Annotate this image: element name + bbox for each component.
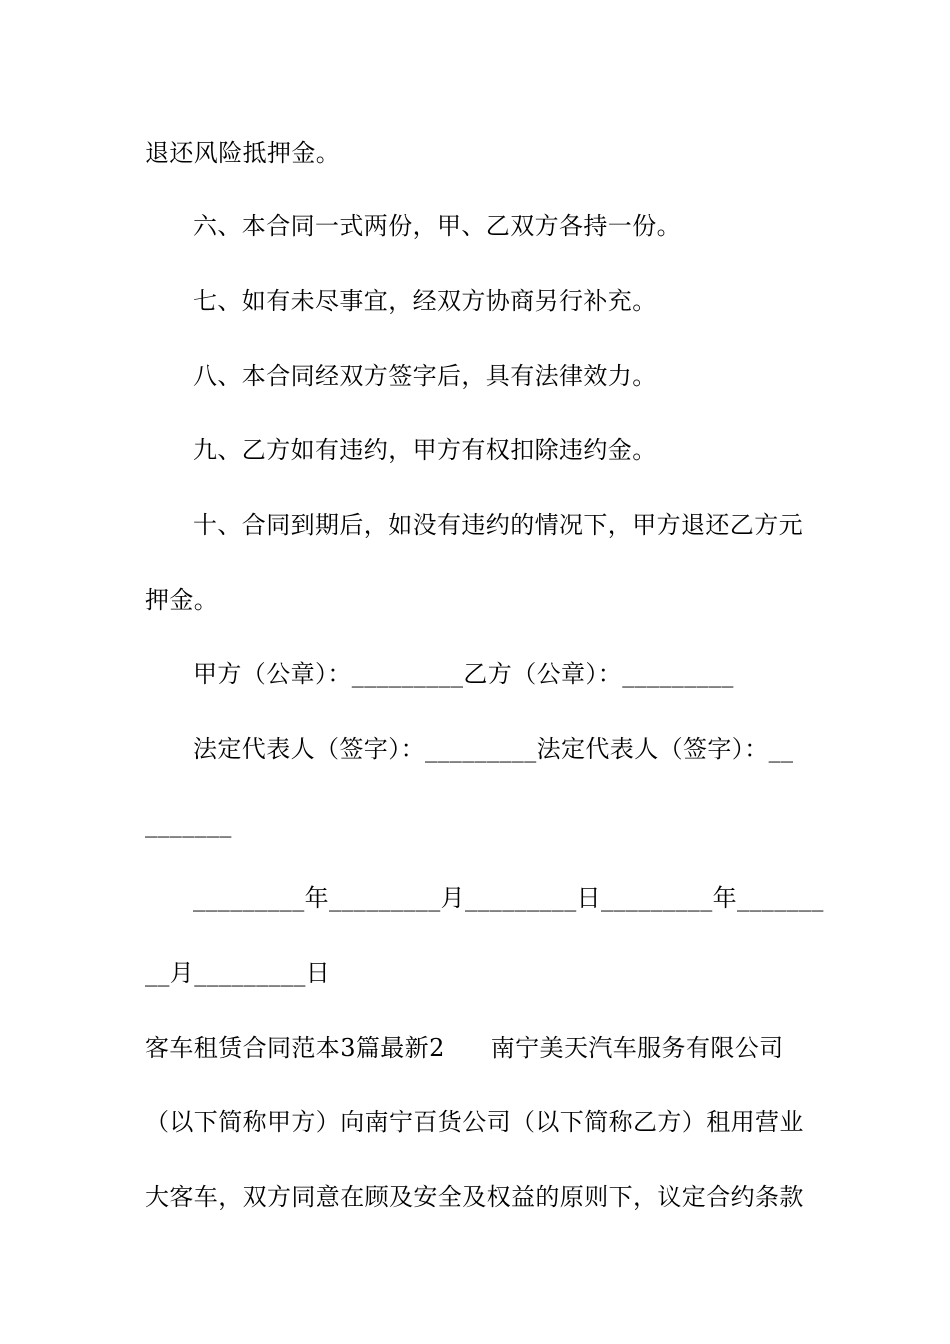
- clause-8: 八、本合同经双方签字后，具有法律效力。: [193, 362, 657, 390]
- representative-signature-continuation: _______: [145, 810, 232, 838]
- seal-line: 甲方（公章）：_________乙方（公章）：_________: [193, 660, 734, 688]
- clause-9: 九、乙方如有违约，甲方有权扣除违约金。: [193, 436, 657, 464]
- representative-signature-line: 法定代表人（签字）：_________法定代表人（签字）：__: [193, 735, 794, 763]
- paragraph-continuation: 退还风险抵押金。: [145, 139, 341, 167]
- date-line: _________年_________月_________日_________年_______: [193, 884, 824, 912]
- section-paragraph-line: （以下简称甲方）向南宁百货公司（以下简称乙方）租用营业: [145, 1108, 804, 1136]
- section-paragraph-line: 大客车，双方同意在顾及安全及权益的原则下，议定合约条款: [145, 1183, 804, 1211]
- section-heading-line: [145, 1033, 807, 1063]
- date-line-continuation: __月_________日: [145, 959, 331, 987]
- section-title: 客车租赁合同范本3篇最新2: [145, 1034, 445, 1062]
- clause-6: 六、本合同一式两份，甲、乙双方各持一份。: [193, 212, 681, 240]
- section-first-line: 南宁美天汽车服务有限公司: [490, 1034, 784, 1062]
- clause-10-continuation: 押金。: [145, 586, 219, 614]
- clause-10: 十、合同到期后，如没有违约的情况下，甲方退还乙方元: [193, 511, 803, 539]
- clause-7: 七、如有未尽事宜，经双方协商另行补充。: [193, 287, 657, 315]
